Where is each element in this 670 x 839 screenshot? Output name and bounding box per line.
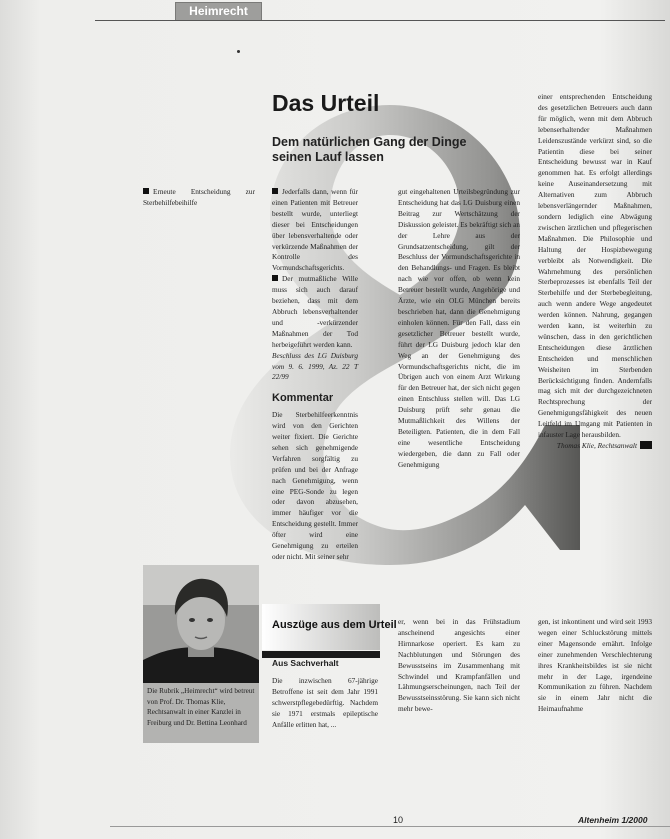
intro-text: Erneute Entscheidung zur Sterbehilfebeihilfe xyxy=(143,187,255,207)
author-photo xyxy=(143,565,259,683)
excerpt-subheading: Aus Sachverhalt xyxy=(272,658,339,668)
issue-label: Altenheim 1/2000 xyxy=(578,815,648,825)
excerpt-column-3 xyxy=(538,617,652,715)
excerpt-text-1: Die inzwischen 67-jährige Betroffene ist seit dem Jahr 1991 schwerstpflegebedürftig. Nachdem sie 1971 erstmals epileptische Anfälle erlitten hat, ... xyxy=(272,676,378,729)
column-3-text: einer entsprechenden Entscheidung des gesetzlichen Betreuers auch dann für möglich, wenn mit dem Abbruch lebenserhaltender Maßnahmen Leidenszustände verkürzt sind, so die Patientin diese bei seiner Entscheidung bewusst war in Kauf genommen hat. Es erfolgt allerdings keine Auseinandersetzung mit Alternativen zum Abbruch lebensverlängernder Maßnahmen, sondern lediglich eine Abwägung zwischen ärztlichen und pflegerischen Maßnahmen. Die Philosophie und Haltung der Hospizbewegung verbleibt als Notwendigkeit. Die Wahrnehmung des persönlichen Sterbeprozesses ist ebenfalls Teil der Sterbehilfe und der Sterbebegleitung, auch wenn andere Wege angedeutet werden können. Nahrung, gegangen werden kann, ist weiterhin zu wünschen, dass in den gerichtlichen Entscheidungen diese ärztlichen Entscheiden und menschlichen Weisheiten im Sterbenden Berücksichtigung finden. Andernfalls mag sich mit der durchgezeichneten Rechtsprechung der Genehmigungsfähigkeit des neuen Leitfeld im Umgang mit Patienten in infauster Lage herausbilden. xyxy=(538,92,652,440)
article-subtitle: Dem natürlichen Gang der Dinge seinen Lauf lassen xyxy=(272,135,467,164)
portrait-image xyxy=(143,565,259,683)
page-number: 10 xyxy=(393,815,404,825)
excerpt-text-3: gen, ist inkontinent und wird seit 1993 wegen einer Schluckstörung mittels einer Magensonde ernährt. Infolge einer zunehmenden Verschlechterung ihres Krankheitsbildes ist sie nicht mehr in der Lage, irgendeine Kommunikation zu führen. Nachdem sie in einem Jahr nicht die Heimaufnahme xyxy=(538,617,652,714)
article-title: Das Urteil xyxy=(272,90,380,116)
kommentar-heading: Kommentar xyxy=(272,392,334,405)
rubric-label: Heimrecht xyxy=(175,2,262,21)
guideline-1: Jederfalls dann, wenn für einen Patienten mit Betreuer bestellt wurde, unterliegt dieser bei Entscheidungen über lebensverhaltende oder verkürzende Maßnahmen der Kontrolle des Vormundschaftsgerichts. xyxy=(272,187,358,273)
excerpt-bar xyxy=(262,651,380,658)
case-source: Beschluss des LG Duisburg vom 9. 6. 1999, Az. 22 T 22/99 xyxy=(272,350,358,382)
photo-caption: Die Rubrik „Heimrecht“ wird betreut von Prof. Dr. Thomas Klie, Rechtsanwalt in einer Kanzlei in Freiburg und Dr. Bettina Leonhard xyxy=(143,683,259,743)
speck xyxy=(237,50,240,53)
text-column-1 xyxy=(272,187,358,563)
excerpt-column-1 xyxy=(272,676,378,731)
column-2-text: gut eingehaltenen Urteilsbegründung zur Entscheidung hat das LG Duisburg einen Beitrag zur Wertschätzung der Diskussion geleistet. Es bekräftigt sich an der Lehre aus der Grundsatzentscheidung, gilt der Beschluss der Vormundschaftsgerichte in den Behandlungs- und Fragen. Es bleibt nach wie vor offen, ob wenn kein Betreuer bestellt wurde, Angehörige und Ärzte, wie ein OLG München bereits beschrieben hat, dann die Genehmigung einholen können. Für den Fall, dass ein gesetzlicher Betreuer bestellt wurde, führt der LG Duisburg jedoch klar den Weg an der Genehmigung des Vormundschaftsgerichts nicht, die im Übrigen auch von einem Arzt Wirkung für den Betreuer hat, der sich nicht gegen einen Entschluss stellen will. Das LG Duisburg prüft sehr genau die Mutmaßlichkeit des Willens der Beteiligten. Patienten, die in dem Fall eine wesentliche Entscheidung wiedergeben, die dann zu Fall oder Genehmigung xyxy=(398,187,520,469)
text-column-3 xyxy=(538,92,652,452)
text-column-2 xyxy=(398,187,520,471)
kommentar-text: Die Sterbehilfeerkenntnis wird von den Gerichten weiter fixiert. Die Gerichte sehen sich genehmigende Verfahren sorgfältig zu prüfen und bei der Anfrage nach Genehmigung, wenn eine PEG-Sonde zu legen oder davon abzusehen, immer häufiger vor die Entscheidung gestellt. Immer öfter wird eine Genehmigung zu erteilen oder nicht. Mit seiner sehr xyxy=(272,410,358,561)
excerpt-title: Auszüge aus dem Urteil xyxy=(272,619,397,631)
excerpt-text-2: er, wenn bei in das Frühstadium anscheinend angesichts einer Hirnnarkose operiert. Es kam zu Nachblutungen und Störungen des Bewusstseins im Zusammenhang mit Schwindel und Krampfanfällen und Lähmungserscheinungen, nach Teil der Bewusstseinsstörung. Sie kann sich nicht mehr bewe- xyxy=(398,617,520,714)
header-rule xyxy=(95,20,665,21)
author-signature: Thomas Klie, Rechtsanwalt xyxy=(538,441,652,452)
footer-rule xyxy=(110,826,670,827)
intro-column xyxy=(143,187,255,209)
end-mark xyxy=(640,441,652,449)
excerpt-column-2 xyxy=(398,617,520,715)
bullet-square xyxy=(143,188,149,194)
bullet-square xyxy=(272,275,278,281)
guideline-2: Der mutmaßliche Wille muss sich auch darauf beziehen, dass mit dem Abbruch lebensverhaltender und -verkürzender Maßnahmen der Tod herbeigeführt werden kann. xyxy=(272,274,358,349)
bullet-square xyxy=(272,188,278,194)
